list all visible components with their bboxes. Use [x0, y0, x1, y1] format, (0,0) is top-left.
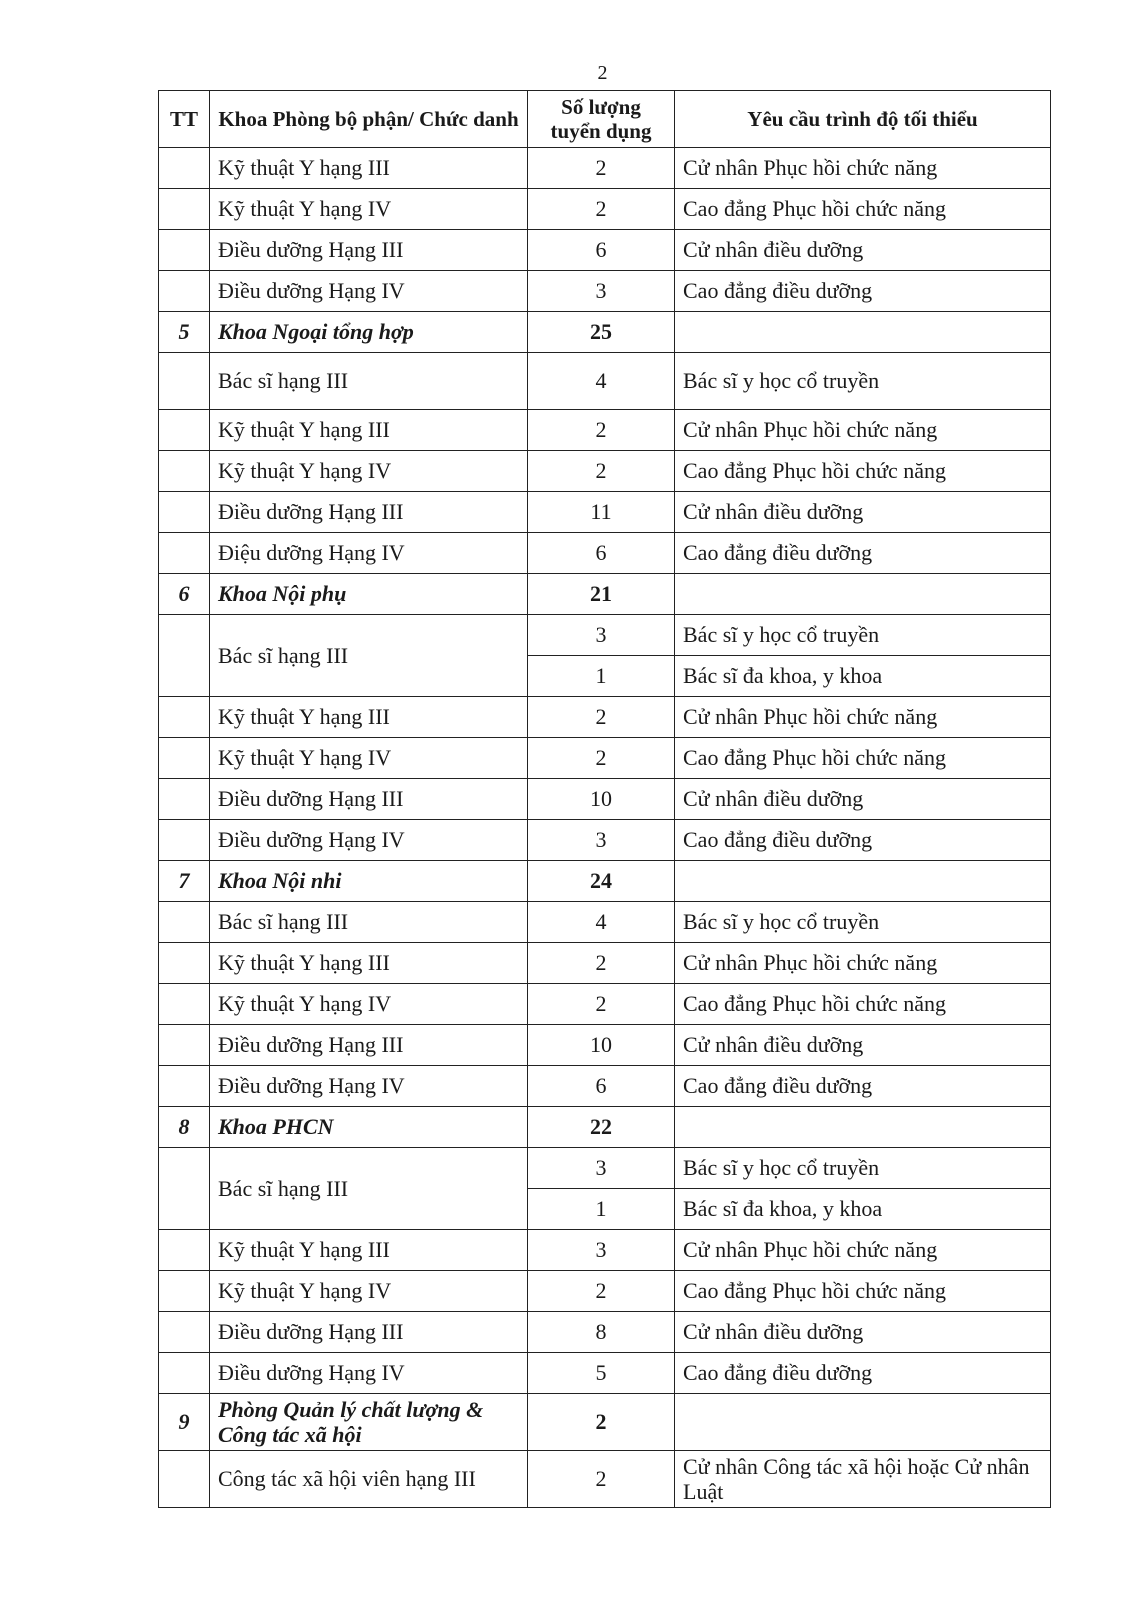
requirement-cell: Cao đẳng Phục hồi chức năng: [675, 189, 1051, 230]
quantity-cell: 8: [528, 1312, 675, 1353]
quantity-cell: 2: [528, 1271, 675, 1312]
requirement-cell: Cao đẳng điều dưỡng: [675, 820, 1051, 861]
position-cell: Điều dưỡng Hạng III: [210, 1312, 528, 1353]
position-cell: Kỹ thuật Y hạng IV: [210, 451, 528, 492]
position-cell: Kỹ thuật Y hạng III: [210, 697, 528, 738]
position-cell: Kỹ thuật Y hạng III: [210, 148, 528, 189]
quantity-cell: 2: [528, 697, 675, 738]
requirement-cell: Cao đẳng Phục hồi chức năng: [675, 1271, 1051, 1312]
requirement-cell: Cử nhân điều dưỡng: [675, 779, 1051, 820]
position-cell: Điều dưỡng Hạng IV: [210, 271, 528, 312]
header-tt: TT: [159, 91, 210, 148]
department-number: 7: [159, 861, 210, 902]
requirement-cell: Cao đẳng điều dưỡng: [675, 1353, 1051, 1394]
quantity-cell: 2: [528, 943, 675, 984]
department-total: 21: [528, 574, 675, 615]
table-row: [159, 189, 1051, 230]
position-cell: Kỹ thuật Y hạng IV: [210, 984, 528, 1025]
table-row: [159, 353, 1051, 410]
department-total: 24: [528, 861, 675, 902]
position-cell: Bác sĩ hạng III: [210, 615, 528, 697]
requirement-cell: Cao đẳng Phục hồi chức năng: [675, 738, 1051, 779]
quantity-cell: 2: [528, 984, 675, 1025]
table-row: [159, 697, 1051, 738]
table-row: [159, 902, 1051, 943]
table-row: [159, 148, 1051, 189]
quantity-cell: 6: [528, 230, 675, 271]
department-name: Khoa Ngoại tổng hợp: [210, 312, 528, 353]
department-number: 5: [159, 312, 210, 353]
requirement-cell: Cử nhân Phục hồi chức năng: [675, 1230, 1051, 1271]
quantity-cell: 2: [528, 189, 675, 230]
quantity-cell: 4: [528, 902, 675, 943]
requirement-cell: Cử nhân Phục hồi chức năng: [675, 697, 1051, 738]
requirement-cell: Cử nhân điều dưỡng: [675, 1025, 1051, 1066]
table-row: [159, 943, 1051, 984]
requirement-cell: Cao đẳng điều dưỡng: [675, 1066, 1051, 1107]
requirement-cell: Cử nhân Phục hồi chức năng: [675, 410, 1051, 451]
quantity-cell: 2: [528, 410, 675, 451]
table-row: [159, 615, 1051, 656]
requirement-cell: Cử nhân điều dưỡng: [675, 1312, 1051, 1353]
table-row: [159, 738, 1051, 779]
requirement-cell: Bác sĩ đa khoa, y khoa: [675, 1189, 1051, 1230]
requirement-cell: Cử nhân Phục hồi chức năng: [675, 148, 1051, 189]
position-cell: Kỹ thuật Y hạng IV: [210, 1271, 528, 1312]
position-cell: Điều dưỡng Hạng III: [210, 779, 528, 820]
table-row: [159, 271, 1051, 312]
requirement-cell: Bác sĩ y học cổ truyền: [675, 615, 1051, 656]
quantity-cell: 2: [528, 148, 675, 189]
department-name: Khoa Nội nhi: [210, 861, 528, 902]
quantity-cell: 11: [528, 492, 675, 533]
table-row: [159, 230, 1051, 271]
table-row: [159, 1312, 1051, 1353]
department-row: [159, 861, 1051, 902]
quantity-cell: 2: [528, 451, 675, 492]
quantity-cell: 3: [528, 820, 675, 861]
position-cell: Bác sĩ hạng III: [210, 1148, 528, 1230]
requirement-cell: Cao đẳng Phục hồi chức năng: [675, 984, 1051, 1025]
requirement-cell: Cử nhân điều dưỡng: [675, 230, 1051, 271]
position-cell: Kỹ thuật Y hạng III: [210, 1230, 528, 1271]
quantity-cell: 6: [528, 1066, 675, 1107]
table-row: [159, 1066, 1051, 1107]
requirement-cell: Cao đẳng điều dưỡng: [675, 533, 1051, 574]
department-row: [159, 1107, 1051, 1148]
position-cell: Điều dưỡng Hạng IV: [210, 1353, 528, 1394]
requirement-cell: Bác sĩ y học cổ truyền: [675, 353, 1051, 410]
table-header-row: [159, 91, 1051, 148]
department-number: 8: [159, 1107, 210, 1148]
position-cell: Kỹ thuật Y hạng IV: [210, 738, 528, 779]
table-row: [159, 1451, 1051, 1508]
department-total: 22: [528, 1107, 675, 1148]
page-number: 2: [597, 62, 608, 84]
quantity-cell: 10: [528, 779, 675, 820]
position-cell: Điều dưỡng Hạng III: [210, 1025, 528, 1066]
table-row: [159, 1271, 1051, 1312]
quantity-cell: 1: [528, 1189, 675, 1230]
requirement-cell: Cao đẳng điều dưỡng: [675, 271, 1051, 312]
table-row: [159, 492, 1051, 533]
department-row: [159, 312, 1051, 353]
position-cell: Bác sĩ hạng III: [210, 353, 528, 410]
position-cell: Kỹ thuật Y hạng III: [210, 943, 528, 984]
position-cell: Kỹ thuật Y hạng IV: [210, 189, 528, 230]
quantity-cell: 2: [528, 738, 675, 779]
position-cell: Điều dưỡng Hạng IV: [210, 1066, 528, 1107]
table-row: [159, 410, 1051, 451]
position-cell: Điều dưỡng Hạng III: [210, 230, 528, 271]
table-row: [159, 1025, 1051, 1066]
table-row: [159, 1148, 1051, 1189]
department-row: [159, 574, 1051, 615]
table-row: [159, 820, 1051, 861]
requirement-cell: Bác sĩ y học cổ truyền: [675, 1148, 1051, 1189]
quantity-cell: 3: [528, 1230, 675, 1271]
position-cell: Kỹ thuật Y hạng III: [210, 410, 528, 451]
header-dept: Khoa Phòng bộ phận/ Chức danh: [210, 91, 528, 148]
position-cell: Điều dưỡng Hạng III: [210, 492, 528, 533]
table-row: [159, 1353, 1051, 1394]
department-name: Khoa Nội phụ: [210, 574, 528, 615]
table-row: [159, 533, 1051, 574]
quantity-cell: 6: [528, 533, 675, 574]
table-row: [159, 451, 1051, 492]
position-cell: Điều dưỡng Hạng IV: [210, 820, 528, 861]
quantity-cell: 1: [528, 656, 675, 697]
recruitment-table: [158, 90, 1051, 1508]
department-row: [159, 1394, 1051, 1451]
quantity-cell: 3: [528, 1148, 675, 1189]
header-qty: Số lượng tuyển dụng: [528, 91, 675, 148]
table-row: [159, 984, 1051, 1025]
position-cell: Điệu dưỡng Hạng IV: [210, 533, 528, 574]
quantity-cell: 10: [528, 1025, 675, 1066]
department-total: 25: [528, 312, 675, 353]
quantity-cell: 4: [528, 353, 675, 410]
position-cell: Công tác xã hội viên hạng III: [210, 1451, 528, 1508]
quantity-cell: 2: [528, 1451, 675, 1508]
requirement-cell: Cử nhân Phục hồi chức năng: [675, 943, 1051, 984]
requirement-cell: Cao đẳng Phục hồi chức năng: [675, 451, 1051, 492]
department-name: Phòng Quản lý chất lượng & Công tác xã hội: [210, 1394, 528, 1451]
requirement-cell: Bác sĩ y học cổ truyền: [675, 902, 1051, 943]
requirement-cell: Cử nhân Công tác xã hội hoặc Cử nhân Luật: [675, 1451, 1051, 1508]
quantity-cell: 3: [528, 615, 675, 656]
requirement-cell: Bác sĩ đa khoa, y khoa: [675, 656, 1051, 697]
table-row: [159, 1230, 1051, 1271]
table-row: [159, 779, 1051, 820]
position-cell: Bác sĩ hạng III: [210, 902, 528, 943]
header-req: Yêu cầu trình độ tối thiểu: [675, 91, 1051, 148]
department-name: Khoa PHCN: [210, 1107, 528, 1148]
department-total: 2: [528, 1394, 675, 1451]
quantity-cell: 3: [528, 271, 675, 312]
requirement-cell: Cử nhân điều dưỡng: [675, 492, 1051, 533]
department-number: 9: [159, 1394, 210, 1451]
department-number: 6: [159, 574, 210, 615]
quantity-cell: 5: [528, 1353, 675, 1394]
